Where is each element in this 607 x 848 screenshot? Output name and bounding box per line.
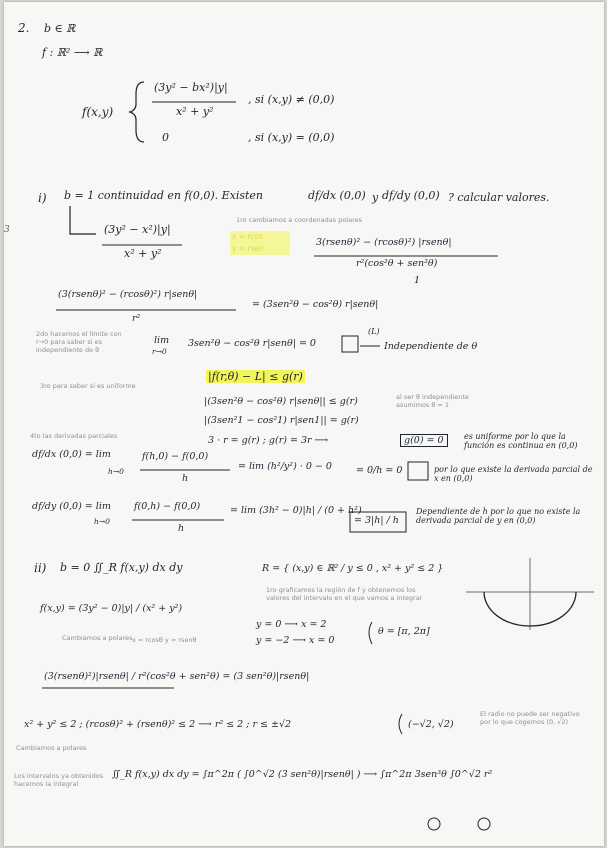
bound-2: |(3sen²1 − cos²1) r|sen1|| = g(r) bbox=[204, 415, 359, 426]
y-zero-line: y = 0 ⟶ x = 2 bbox=[256, 619, 327, 630]
dy-lhs: df/dy (0,0) = lim bbox=[32, 501, 111, 512]
dy-denominator: h bbox=[178, 523, 185, 534]
part-ii-polar-subs: x = rcosθ y = rsenθ bbox=[132, 636, 197, 644]
limit-result: Independiente de θ bbox=[384, 341, 478, 352]
dx-box bbox=[408, 462, 428, 480]
dx-numerator: f(h,0) − f(0,0) bbox=[142, 451, 209, 462]
integral-mark-1 bbox=[428, 818, 440, 830]
dy-sub: h→0 bbox=[94, 517, 110, 526]
part-ii-region: R = { (x,y) ∈ ℝ² / y ≤ 0 , x² + y² ≤ 2 } bbox=[262, 563, 444, 574]
line3-numerator: (3(rsenθ)² − (rcosθ)²) r|senθ| bbox=[58, 289, 198, 300]
return-arrow bbox=[70, 206, 96, 234]
polar-denominator: r²(cos²θ + sen²θ) bbox=[356, 258, 438, 269]
limit-L: (L) bbox=[368, 327, 380, 336]
expr-numerator: (3y² − x²)|y| bbox=[104, 223, 171, 236]
line3-rhs: = (3sen²θ − cos²θ) r|senθ| bbox=[252, 299, 379, 310]
bound-3: 3 · r = g(r) ; g(r) = 3r ⟶ bbox=[208, 435, 329, 446]
dx-denominator: h bbox=[182, 473, 189, 484]
graph-note: 1ro graficamos la región de f y obtenemos los valores del intervalo en el que vamos a integrar bbox=[266, 586, 423, 603]
piecewise-brace bbox=[130, 82, 144, 142]
definition-lhs: f(x,y) bbox=[82, 105, 114, 119]
integral-mark-2 bbox=[478, 818, 490, 830]
polar-note: 1ro cambiamos a coordenadas polares bbox=[236, 216, 363, 224]
bound-1: |(3sen²θ − cos²θ) r|senθ|| ≤ g(r) bbox=[204, 396, 358, 407]
expr-denominator: x² + y² bbox=[124, 247, 162, 260]
polar-change-note: Cambiamos a polares bbox=[16, 744, 87, 752]
radius-brace bbox=[399, 714, 402, 734]
part-i-statement: b = 1 continuidad en f(0,0). Existen bbox=[64, 189, 264, 202]
region-graph bbox=[466, 558, 594, 630]
g-zero-text: g(0) = 0 bbox=[400, 434, 448, 447]
limit-box bbox=[342, 336, 358, 352]
uniform-note: 3ro para saber si es uniforme bbox=[40, 382, 136, 390]
polar-one: 1 bbox=[414, 275, 421, 286]
limit-sub: r→0 bbox=[152, 347, 167, 356]
dx-lhs: df/dx (0,0) = lim bbox=[32, 449, 111, 460]
limits-note: Los intervalos ya obtenidos hacemos la integral bbox=[14, 772, 104, 789]
limit-expr: 3sen²θ − cos²θ r|senθ| = 0 bbox=[188, 338, 316, 349]
definition-case1-condition: , si (x,y) ≠ (0,0) bbox=[248, 93, 335, 106]
part-ii-label: ii) bbox=[34, 561, 47, 575]
part-i-and: y bbox=[372, 191, 379, 204]
notebook-page bbox=[4, 2, 604, 846]
line3-denominator: r² bbox=[132, 313, 141, 324]
definition-case1-numerator: (3y² − bx²)|y| bbox=[154, 81, 228, 94]
margin-mark: 3 bbox=[4, 225, 10, 235]
problem-number: 2. bbox=[18, 21, 30, 35]
polar-numerator: 3(rsenθ)² − (rcosθ)²) |rsenθ| bbox=[316, 237, 452, 248]
part-i-label: i) bbox=[38, 191, 47, 205]
radius-inequality: x² + y² ≤ 2 ; (rcosθ)² + (rsenθ)² ≤ 2 ⟶ r² ≤ 2 ; r ≤ ±√2 bbox=[24, 719, 292, 730]
part-i-question: ? calcular valores. bbox=[448, 191, 550, 204]
part-ii-f: f(x,y) = (3y² − 0)|y| / (x² + y²) bbox=[40, 603, 183, 614]
g-zero-note: es uniforme por lo que la función es continua en (0,0) bbox=[464, 432, 578, 450]
dx-middle: = lim (h²/y²) · 0 − 0 bbox=[238, 461, 332, 472]
dy-note: Dependiente de h por lo que no existe la derivada parcial de y en (0,0) bbox=[416, 507, 581, 525]
sub-highlight bbox=[230, 231, 290, 255]
bound-1-note: al ser θ independiente asumimos θ = 1 bbox=[396, 393, 469, 410]
dy-box bbox=[350, 512, 406, 532]
radius-note: El radio no puede ser negativo por lo que cogemos (0, √2) bbox=[480, 710, 580, 727]
partials-note: 4to las derivadas parciales bbox=[30, 432, 118, 440]
definition-case2-condition: , si (x,y) = (0,0) bbox=[248, 131, 335, 144]
part-ii-polar-note: Cambiamos a polares bbox=[62, 634, 133, 642]
part-i-dfdx: df/dx (0,0) bbox=[308, 189, 366, 202]
final-integral: ∬_R f(x,y) dx dy = ∫π^2π ( ∫0^√2 (3 sen²θ)|rsenθ| ) ⟶ ∫π^2π 3sen³θ ∫0^√2 r² bbox=[112, 769, 493, 780]
dy-numerator: f(0,h) − f(0,0) bbox=[134, 501, 201, 512]
definition-case1-denominator: x² + y² bbox=[176, 105, 214, 118]
dx-sub: h→0 bbox=[108, 467, 124, 476]
function-mapping: f : ℝ² ⟶ ℝ bbox=[42, 46, 103, 59]
param-domain: b ∈ ℝ bbox=[44, 22, 76, 35]
limit-note: 2do hacemos el límite con r→0 para saber si es independiente de θ bbox=[36, 330, 122, 355]
definition-case2-value: 0 bbox=[162, 131, 169, 144]
theta-range: θ = [π, 2π] bbox=[378, 626, 430, 637]
simplified-expression: (3(rsenθ)²)|rsenθ| / r²(cos²θ + sen²θ) = (3 sen²θ)|rsenθ| bbox=[44, 671, 310, 682]
part-ii-statement: b = 0 ∬_R f(x,y) dx dy bbox=[60, 561, 183, 574]
dx-zero: = 0/h = 0 bbox=[356, 465, 403, 476]
limit-lim: lim bbox=[154, 335, 170, 346]
dy-result: = 3|h| / h bbox=[354, 515, 399, 526]
radius-interval: (−√2, √2) bbox=[408, 719, 454, 730]
uniform-inequality-text: |f(r,θ) − L| ≤ g(r) bbox=[208, 370, 303, 383]
dy-middle: = lim (3h² − 0)|h| / (0 + h²) bbox=[230, 505, 362, 516]
theta-brace bbox=[369, 622, 372, 644]
handwritten-strokes bbox=[4, 2, 604, 846]
part-i-dfdy: df/dy (0,0) bbox=[382, 189, 440, 202]
y-minus-two-line: y = −2 ⟶ x = 0 bbox=[256, 635, 335, 646]
dx-note: por lo que existe la derivada parcial de x en (0,0) bbox=[434, 465, 593, 483]
